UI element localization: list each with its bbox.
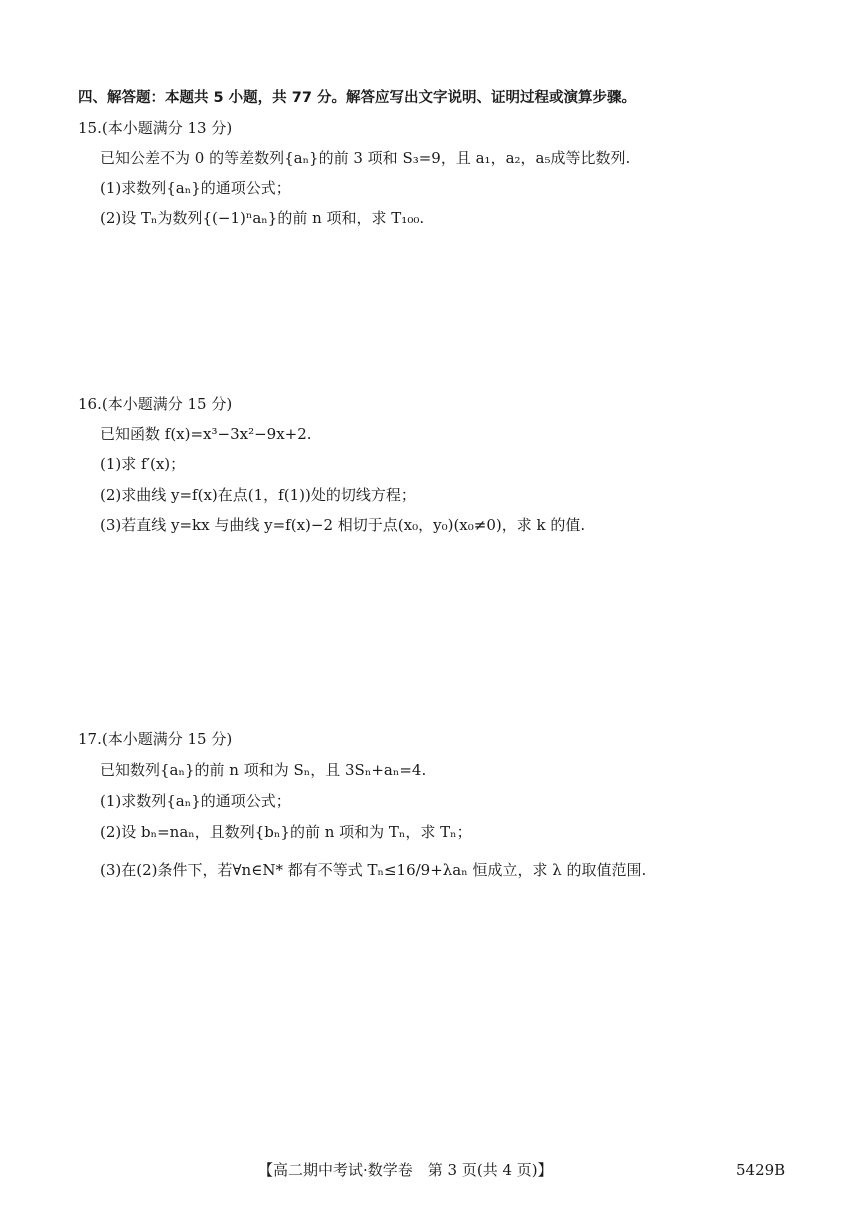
problem-17-header (78, 729, 232, 749)
problem-15-stem: 已知公差不为 0 的等差数列{aₙ}的前 3 项和 S₃=9，且 a₁，a₂，a₅成等比数列. (100, 149, 631, 167)
problem-15-header (78, 118, 232, 138)
problem-points: (本小题满分 15 分) (101, 395, 233, 413)
footer-code: 5429B (736, 1161, 786, 1179)
problem-16-part-3: (3)若直线 y=kx 与曲线 y=f(x)−2 相切于点(x₀，y₀)(x₀≠0)，求 k 的值. (100, 516, 586, 534)
problem-15-part-2: (2)设 Tₙ为数列{(−1)ⁿaₙ}的前 n 项和，求 T₁₀₀. (100, 209, 425, 227)
problem-17-part-3: (3)在(2)条件下，若∀n∈N* 都有不等式 Tₙ≤16/9+λaₙ 恒成立，求 λ 的取值范围. (100, 861, 647, 879)
problem-17-stem: 已知数列{aₙ}的前 n 项和为 Sₙ，且 3Sₙ+aₙ=4. (100, 761, 427, 779)
problem-points: (本小题满分 15 分) (101, 730, 233, 748)
problem-16-header (78, 394, 232, 414)
problem-number: 17. (78, 730, 102, 748)
problem-16-part-2: (2)求曲线 y=f(x)在点(1，f(1))处的切线方程； (100, 486, 416, 504)
problem-16-stem: 已知函数 f(x)=x³−3x²−9x+2. (100, 425, 312, 443)
footer-title: 【高二期中考试·数学卷 第 3 页(共 4 页)】 (258, 1161, 553, 1179)
problem-17-part-2: (2)设 bₙ=naₙ，且数列{bₙ}的前 n 项和为 Tₙ，求 Tₙ； (100, 823, 472, 841)
section-heading: 四、解答题：本题共 5 小题，共 77 分。解答应写出文字说明、证明过程或演算步骤。 (78, 90, 636, 106)
problem-16-part-1: (1)求 f′(x)； (100, 455, 186, 473)
problem-15-part-1: (1)求数列{aₙ}的通项公式； (100, 179, 291, 197)
problem-number: 15. (78, 119, 102, 137)
problem-number: 16. (78, 395, 102, 413)
problem-points: (本小题满分 13 分) (101, 119, 233, 137)
problem-17-part-1: (1)求数列{aₙ}的通项公式； (100, 792, 291, 810)
